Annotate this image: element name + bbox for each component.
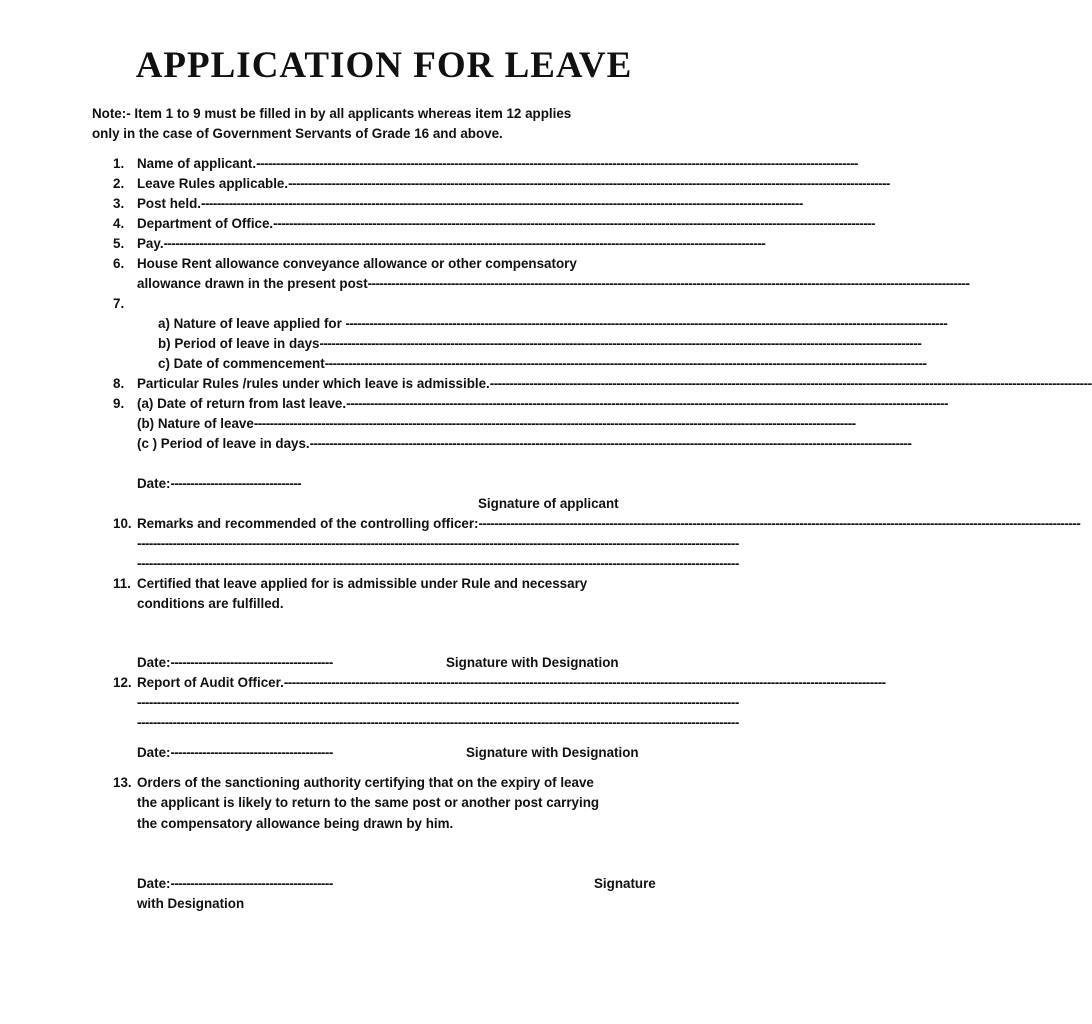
item-number: 4. bbox=[113, 216, 125, 231]
item-6-continued bbox=[137, 275, 970, 294]
item-11-continued bbox=[137, 595, 678, 614]
item-label: the compensatory allowance being drawn by him. bbox=[137, 816, 454, 831]
remarks-line-2 bbox=[137, 555, 739, 574]
item-7c bbox=[158, 355, 927, 374]
fill-line: -------------------------------------------------------------------------------------------------------------------------------------------------------- bbox=[137, 536, 739, 551]
item-label: Orders of the sanctioning authority certifying that on the expiry of leave bbox=[137, 775, 594, 790]
controlling-date bbox=[137, 654, 333, 673]
remarks-line-1 bbox=[137, 535, 739, 554]
item-8 bbox=[113, 375, 1092, 394]
fill-line: -------------------------------------------------------------------------------------------------------------------------------------------------------- bbox=[367, 276, 970, 291]
item-7a bbox=[158, 315, 948, 334]
item-7 bbox=[113, 295, 678, 314]
audit-line-2 bbox=[137, 714, 739, 733]
item-label: Name of applicant. bbox=[137, 156, 257, 171]
fill-line: -------------------------------------------------------------------------------------------------------------------------------------------------------- bbox=[201, 196, 803, 211]
fill-line: -------------------------------------------------------------------------------------------------------------------------------------------------------- bbox=[163, 236, 766, 251]
fill-line: --------------------------------- bbox=[170, 476, 302, 491]
item-label: Report of Audit Officer. bbox=[137, 675, 284, 690]
item-13-line-2 bbox=[137, 794, 678, 813]
item-number: 7. bbox=[113, 296, 125, 311]
fill-line: -------------------------------------------------------------------------------------------------------------------------------------------------------- bbox=[256, 156, 858, 171]
item-label: c) Date of commencement bbox=[158, 356, 325, 371]
item-number: 11. bbox=[113, 576, 131, 591]
item-label: (a) Date of return from last leave. bbox=[137, 396, 347, 411]
item-label: conditions are fulfilled. bbox=[137, 596, 284, 611]
item-number: 9. bbox=[113, 396, 125, 411]
item-4 bbox=[113, 215, 875, 234]
item-label: Remarks and recommended of the controlling officer: bbox=[137, 516, 479, 531]
fill-line: -------------------------------------------------------------------------------------------------------------------------------------------------------- bbox=[283, 675, 886, 690]
sanction-date bbox=[137, 875, 333, 894]
item-label: Pay. bbox=[137, 236, 164, 251]
fill-line: ----------------------------------------- bbox=[170, 745, 333, 760]
item-13-line-3 bbox=[137, 815, 678, 834]
fill-line: -------------------------------------------------------------------------------------------------------------------------------------------------------- bbox=[253, 416, 856, 431]
fill-line: ----------------------------------------- bbox=[170, 876, 333, 891]
item-11 bbox=[113, 575, 678, 594]
item-7b bbox=[158, 335, 922, 354]
item-label: a) Nature of leave applied for bbox=[158, 316, 346, 331]
item-label: Post held. bbox=[137, 196, 201, 211]
page-title: APPLICATION FOR LEAVE bbox=[135, 45, 633, 86]
fill-line: -------------------------------------------------------------------------------------------------------------------------------------------------------- bbox=[345, 316, 948, 331]
fill-line: -------------------------------------------------------------------------------------------------------------------------------------------------------- bbox=[478, 516, 1081, 531]
date-label: Date: bbox=[137, 876, 171, 891]
item-label: Leave Rules applicable. bbox=[137, 176, 289, 191]
signature-with-designation-1: Signature with Designation bbox=[446, 655, 619, 670]
item-12 bbox=[113, 674, 886, 693]
fill-line: -------------------------------------------------------------------------------------------------------------------------------------------------------- bbox=[324, 356, 927, 371]
item-13 bbox=[113, 774, 678, 793]
item-9b bbox=[137, 415, 856, 434]
item-label: Department of Office. bbox=[137, 216, 274, 231]
item-10 bbox=[113, 515, 1081, 534]
fill-line: -------------------------------------------------------------------------------------------------------------------------------------------------------- bbox=[288, 176, 890, 191]
item-number: 3. bbox=[113, 196, 125, 211]
item-1 bbox=[113, 155, 858, 174]
audit-date bbox=[137, 744, 333, 763]
note-line-1: Note:- Item 1 to 9 must be filled in by all applicants whereas item 12 applies bbox=[92, 106, 572, 121]
item-label: House Rent allowance conveyance allowance or other compensatory bbox=[137, 256, 577, 271]
with-designation-label: with Designation bbox=[137, 896, 245, 911]
item-number: 2. bbox=[113, 176, 125, 191]
date-label: Date: bbox=[137, 655, 171, 670]
item-number: 12. bbox=[113, 675, 132, 690]
signature-with-designation-2: Signature with Designation bbox=[466, 745, 639, 760]
item-label: (c ) Period of leave in days. bbox=[137, 436, 310, 451]
fill-line: -------------------------------------------------------------------------------------------------------------------------------------------------------- bbox=[273, 216, 875, 231]
item-5 bbox=[113, 235, 766, 254]
item-9c bbox=[137, 435, 912, 454]
fill-line: -------------------------------------------------------------------------------------------------------------------------------------------------------- bbox=[319, 336, 922, 351]
item-label: Certified that leave applied for is admissible under Rule and necessary bbox=[137, 576, 588, 591]
item-2 bbox=[113, 175, 890, 194]
item-number: 8. bbox=[113, 376, 125, 391]
item-number: 13. bbox=[113, 775, 132, 790]
signature-label: Signature bbox=[594, 876, 656, 891]
item-3 bbox=[113, 195, 803, 214]
note-line-2: only in the case of Government Servants of Grade 16 and above. bbox=[92, 126, 503, 141]
applicant-date bbox=[137, 475, 301, 494]
item-label: the applicant is likely to return to the same post or another post carrying bbox=[137, 795, 600, 810]
item-label: allowance drawn in the present post bbox=[137, 276, 368, 291]
date-label: Date: bbox=[137, 476, 171, 491]
fill-line: -------------------------------------------------------------------------------------------------------------------------------------------------------- bbox=[137, 556, 739, 571]
item-number: 5. bbox=[113, 236, 125, 251]
fill-line: -------------------------------------------------------------------------------------------------------------------------------------------------------- bbox=[489, 376, 1092, 391]
item-label: (b) Nature of leave bbox=[137, 416, 254, 431]
item-6 bbox=[113, 255, 678, 274]
fill-line: -------------------------------------------------------------------------------------------------------------------------------------------------------- bbox=[346, 396, 948, 411]
item-number: 1. bbox=[113, 156, 125, 171]
item-number: 6. bbox=[113, 256, 125, 271]
item-label: Particular Rules /rules under which leave is admissible. bbox=[137, 376, 490, 391]
item-label: b) Period of leave in days bbox=[158, 336, 320, 351]
fill-line: -------------------------------------------------------------------------------------------------------------------------------------------------------- bbox=[137, 715, 739, 730]
audit-line-1 bbox=[137, 694, 739, 713]
item-9 bbox=[113, 395, 948, 414]
item-number: 10. bbox=[113, 516, 132, 531]
signature-of-applicant: Signature of applicant bbox=[478, 496, 619, 511]
fill-line: -------------------------------------------------------------------------------------------------------------------------------------------------------- bbox=[137, 695, 739, 710]
fill-line: -------------------------------------------------------------------------------------------------------------------------------------------------------- bbox=[309, 436, 912, 451]
date-label: Date: bbox=[137, 745, 171, 760]
fill-line: ----------------------------------------- bbox=[170, 655, 333, 670]
